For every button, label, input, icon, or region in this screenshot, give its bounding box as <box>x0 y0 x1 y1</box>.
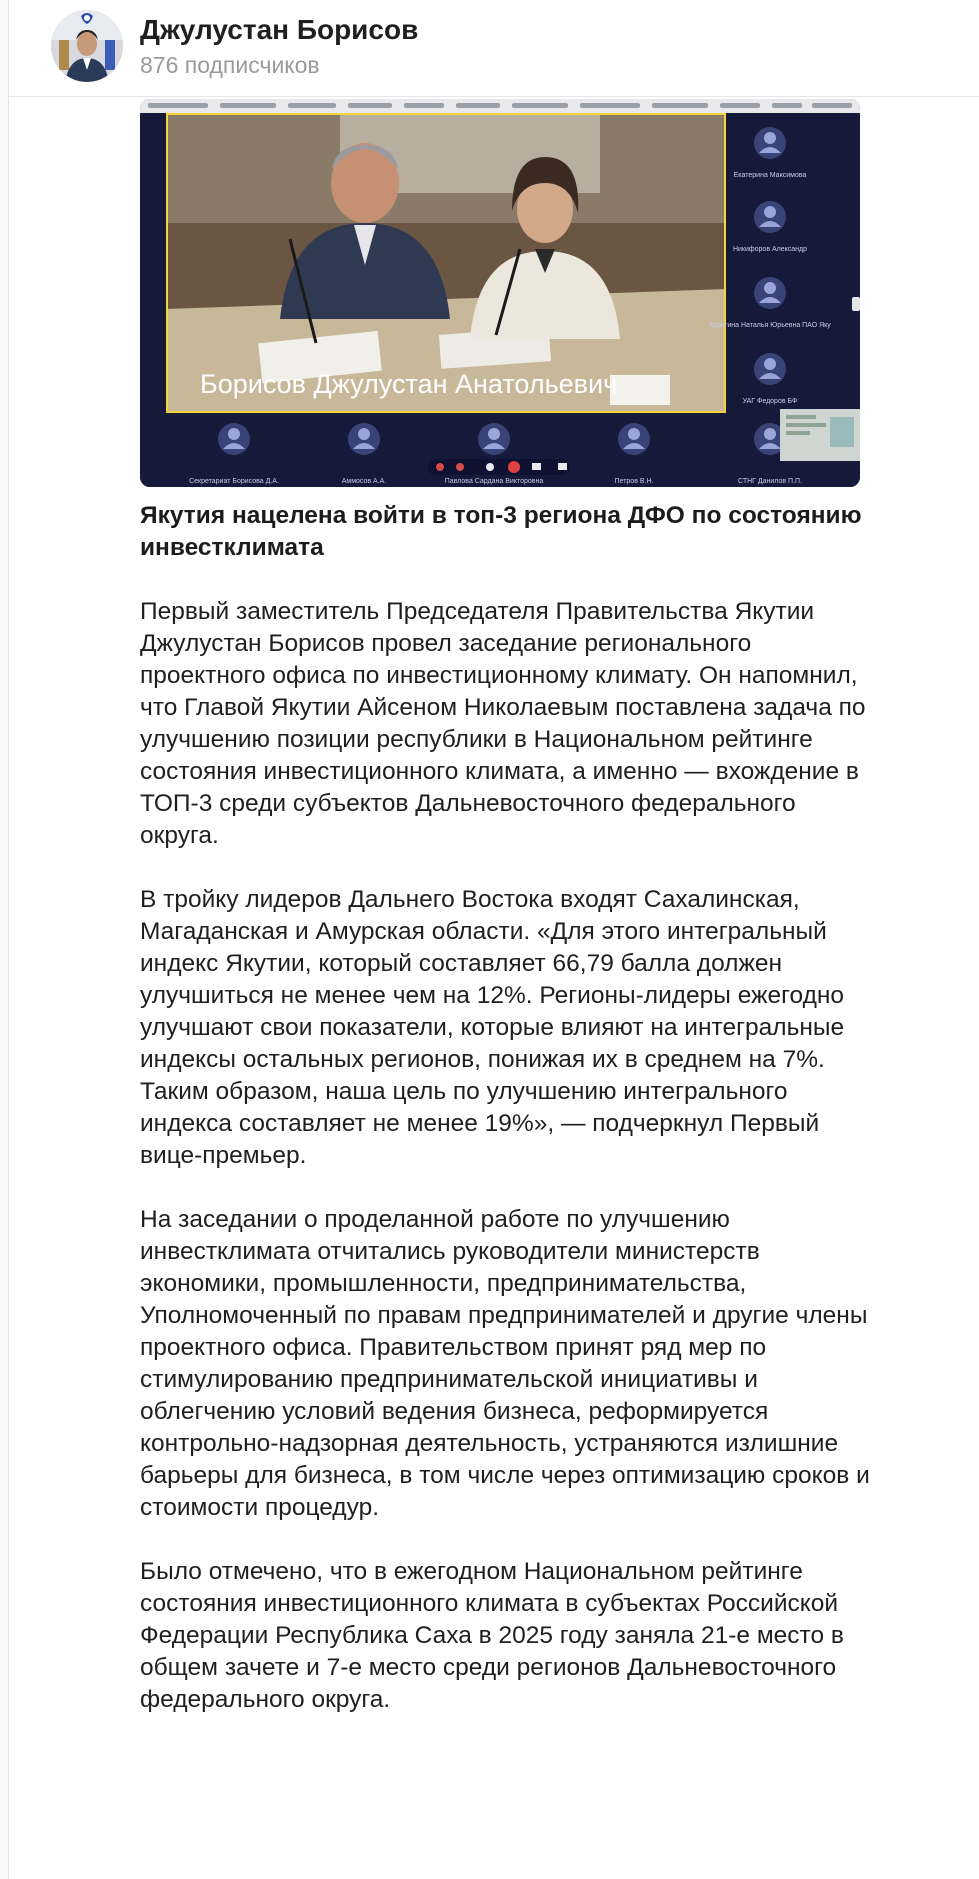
avatar-photo <box>51 10 123 82</box>
channel-header[interactable] <box>9 0 979 97</box>
channel-name[interactable]: Джулустан Борисов <box>140 14 419 45</box>
post-paragraph: В тройку лидеров Дальнего Востока входят Сахалинская, Магаданская и Амурская области. «Для этого интегральный индекс Якутии, который составляет 66,79 балла должен улучшиться не менее чем на 12%. Регионы-лидеры ежегодно улучшают свои показатели, которые влияют на интегральные индексы остальных регионов, понижая их в среднем на 7%. Таким образом, наша цель по улучшению интегрального индекса составляет не менее 19%», — подчеркнул Первый вице-премьер. <box>140 886 845 1169</box>
screen-share-icon <box>532 463 541 470</box>
post-paragraph: Первый заместитель Председателя Правительства Якутии Джулустан Борисов провел заседание регионального проектного офиса по инвестиционному климату. Он напомнил, что Главой Якутии Айсеном Николаевым поставлена задача по улучшению позиции республики в Национальном рейтинге состояния инвестиционного климата, а именно — вхождение в ТОП-3 среди субъектов Дальневосточного федерального округа. <box>140 598 866 849</box>
mic-icon <box>436 463 444 471</box>
speaker-caption: Борисов Джулустан Анатольевич <box>200 369 618 399</box>
post-paragraph: На заседании о проделанной работе по улучшению инвестклимата отчитались руководители министерств экономики, промышленности, предпринимательства, Уполномоченный по правам предпринимателей и другие члены проектного офиса. Правительством принят ряд мер по стимулированию предпринимательской инициативы и облегчению условий ведения бизнеса, реформируется контрольно-надзорная деятельность, устраняются излишние барьеры для бизнеса, в том числе через оптимизацию сроков и стоимости процедур. <box>140 1206 870 1521</box>
post-body <box>140 500 870 1716</box>
post-paragraph: Было отмечено, что в ежегодном Национальном рейтинге состояния инвестиционного климата в субъектах Российской Федерации Республика Саха в 2025 году заняла 21-е место в общем зачете и 7-е место среди регионов Дальневосточного федерального округа. <box>140 1558 844 1713</box>
hangup-icon <box>508 461 520 473</box>
chat-icon <box>558 463 567 470</box>
participant-name: УАГ Федоров БФ <box>742 398 798 405</box>
participant-name: Аммосов А.А. <box>341 478 387 485</box>
participant-name: Петров В.Н. <box>614 478 654 485</box>
channel-post-page <box>9 0 979 1879</box>
participant-name: СТНГ Данилов П.П. <box>738 478 802 485</box>
hand-icon <box>486 463 494 471</box>
call-controls-bar <box>428 459 570 475</box>
speaker-video-tile <box>166 113 726 413</box>
post-image[interactable] <box>140 99 860 487</box>
participant-name: Павлова Сардана Викторовна <box>444 478 544 485</box>
subscriber-count: 876 подписчиков <box>140 52 320 78</box>
participant-name: Никифоров Александр <box>732 246 808 253</box>
side-panel-toggle-icon <box>852 297 860 311</box>
avatar[interactable] <box>51 10 123 82</box>
video-conference-screenshot <box>140 99 860 487</box>
left-sidebar-edge <box>0 0 9 1879</box>
camera-icon <box>456 463 464 471</box>
post-title: Якутия нацелена войти в топ-3 региона ДФО по состоянию инвестклимата <box>140 502 862 561</box>
participant-name: Корягина Наталья Юрьевна ПАО Яку <box>709 322 831 329</box>
participant-name: Секретариат Борисова Д.А. <box>189 478 279 485</box>
participant-name: Екатерина Максимова <box>733 172 807 179</box>
